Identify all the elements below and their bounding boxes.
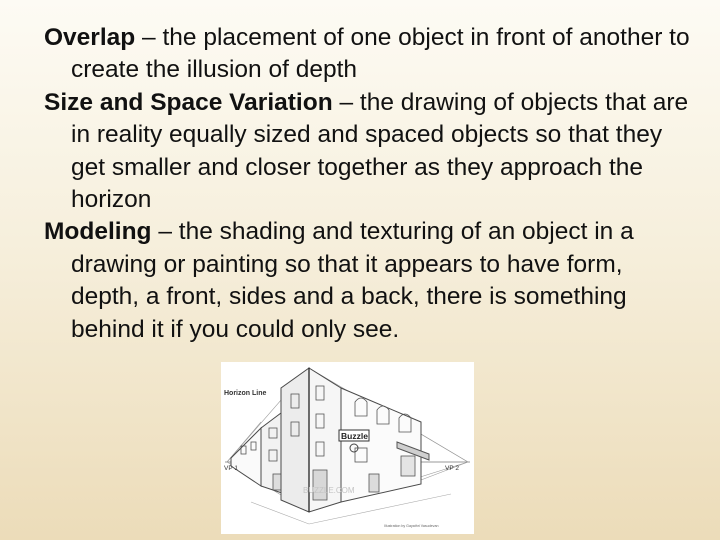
perspective-drawing — [221, 362, 474, 534]
illustration-credit: Illustration by Gayathri Vasudevan — [384, 524, 439, 528]
watermark: BUZZLE.COM — [303, 486, 355, 495]
definition-size-and-space-variation — [44, 87, 694, 217]
horizon-line-label: Horizon Line — [224, 390, 267, 397]
separator: – — [332, 88, 360, 116]
definition-text: the drawing of objects that are in reality equally sized and spaced objects so that they get smaller and closer together as they approach the horizon — [71, 88, 689, 214]
vp2-label: VP 2 — [445, 465, 459, 472]
sign-text: Buzzle — [341, 431, 368, 441]
definition-text: the shading and texturing of an object in a drawing or painting so that it appears to have form, depth, a front, sides and a back, there is something behind it if you could only see. — [71, 218, 634, 343]
term-modeling: Modeling — [44, 218, 152, 246]
definition-modeling — [44, 216, 694, 346]
definition-text: the placement of one object in front of another to create the illusion of depth — [71, 24, 690, 84]
separator: – — [135, 24, 163, 51]
vp1-label: VP 1 — [224, 465, 238, 472]
term-size-and-space-variation: Size and Space Variation — [44, 88, 333, 116]
term-overlap: Overlap — [44, 24, 136, 51]
definition-overlap — [44, 22, 694, 87]
slide-text — [44, 22, 694, 346]
separator: – — [151, 218, 179, 246]
